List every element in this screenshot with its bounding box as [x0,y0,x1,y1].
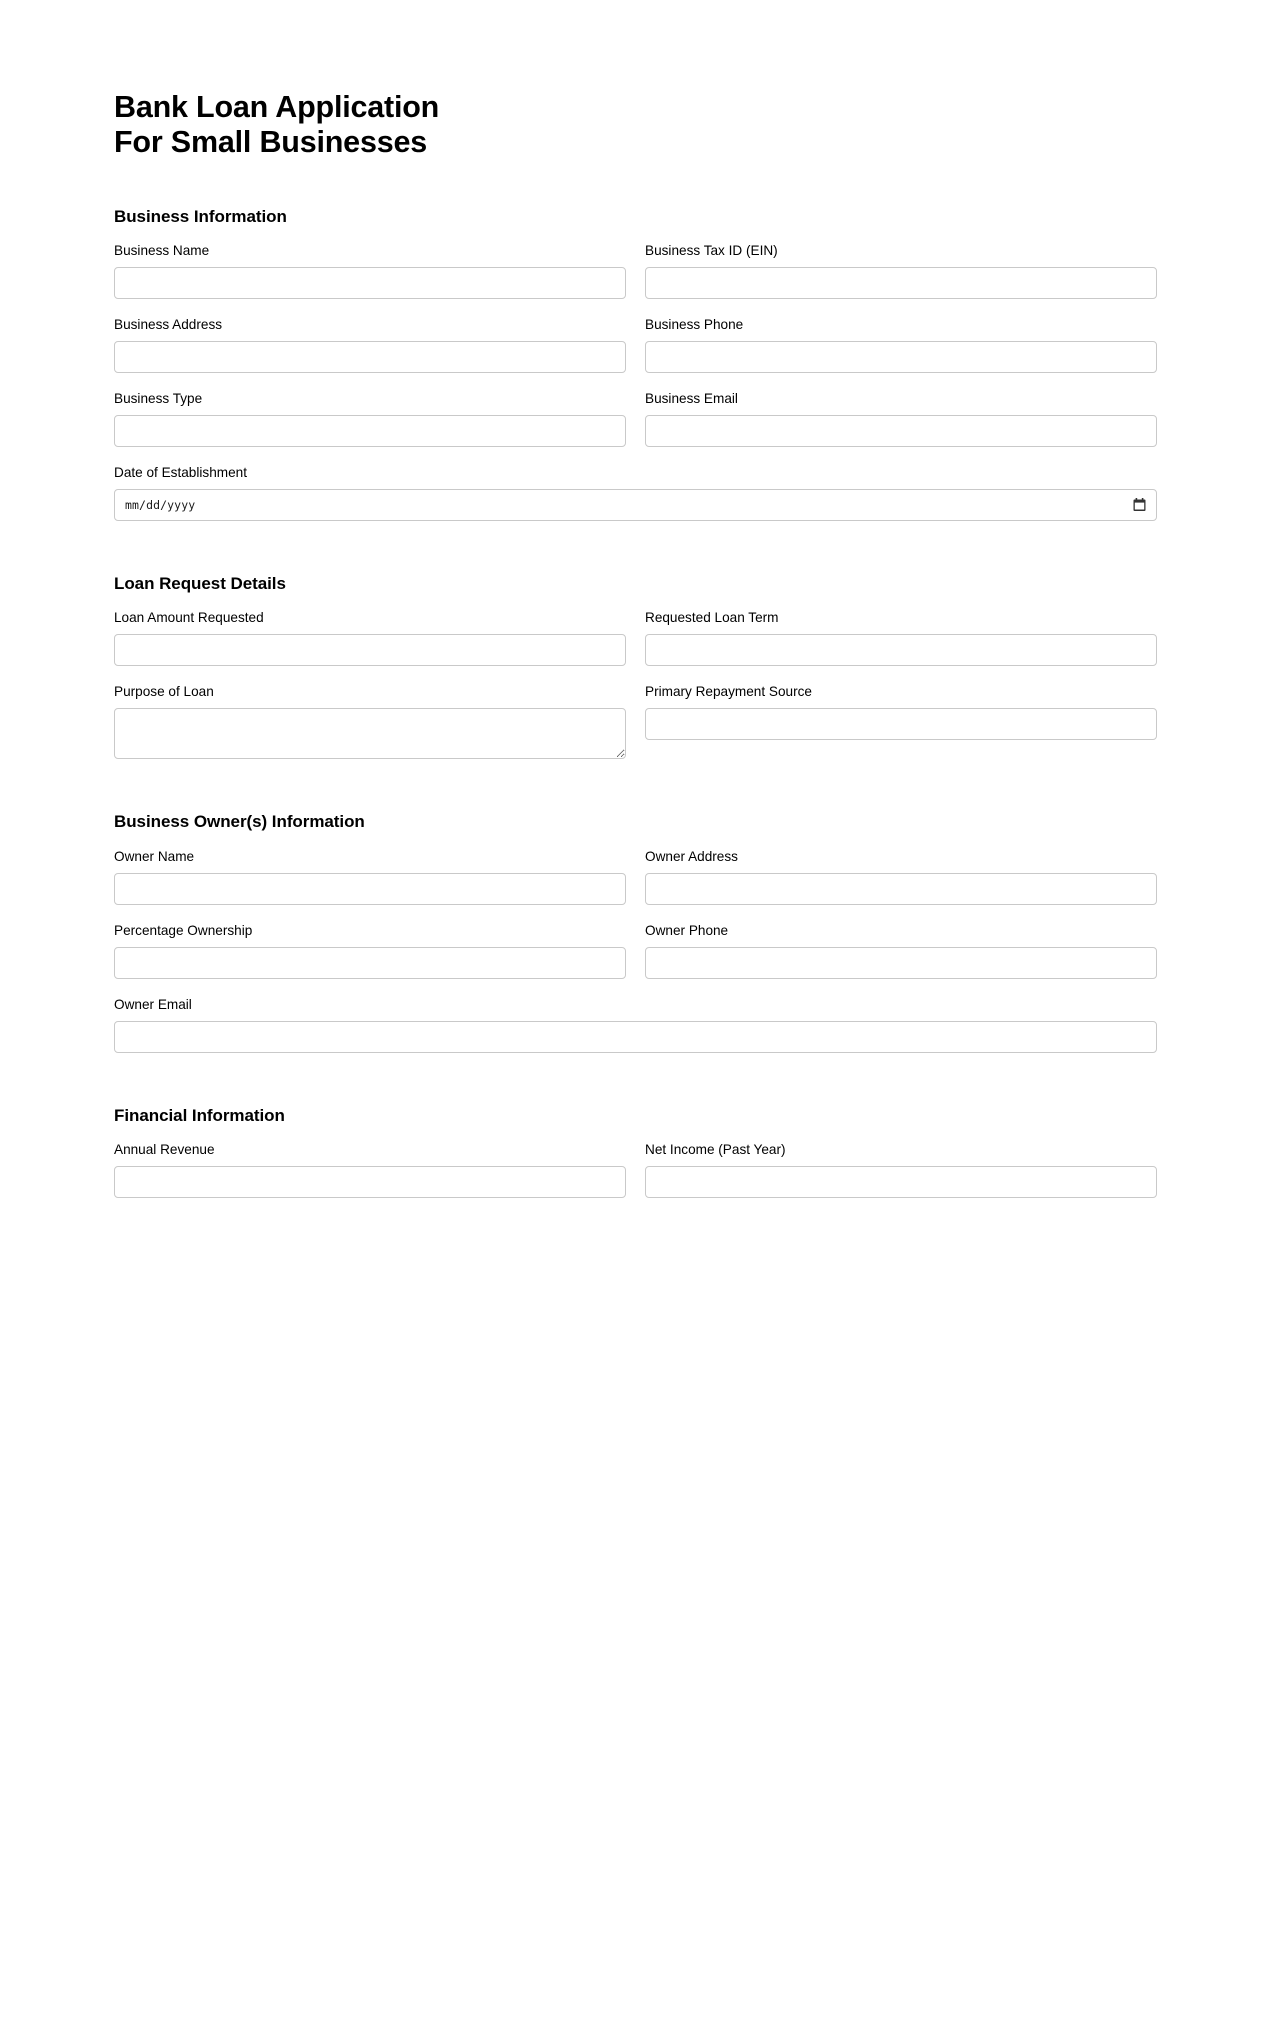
business-type-input[interactable] [114,415,626,447]
business-information-grid [114,243,1157,539]
page-title-line-2: For Small Businesses [114,125,427,160]
owner-address-input[interactable] [645,873,1157,905]
section-heading-business-owners-information: Business Owner(s) Information [114,812,365,832]
requested-loan-term-input[interactable] [645,634,1157,666]
field-requested-loan-term [645,610,1157,666]
field-business-type [114,391,626,447]
field-business-email [645,391,1157,447]
annual-revenue-input[interactable] [114,1166,626,1198]
net-income-past-year-input[interactable] [645,1166,1157,1198]
section-heading-business-information: Business Information [114,206,287,226]
date-of-establishment-input[interactable] [114,489,1157,521]
label-percentage-ownership: Percentage Ownership [114,922,253,938]
field-business-tax-id [645,243,1157,299]
purpose-of-loan-textarea[interactable] [114,708,626,759]
owner-email-input[interactable] [114,1021,1157,1053]
calendar-icon[interactable] [1131,497,1148,514]
field-owner-name [114,849,626,905]
percentage-ownership-input[interactable] [114,947,626,979]
field-business-name [114,243,626,299]
business-email-input[interactable] [645,415,1157,447]
field-owner-email [114,997,1157,1053]
page-title [114,90,1157,161]
business-tax-id-input[interactable] [645,267,1157,299]
section-heading-financial-information: Financial Information [114,1105,285,1125]
label-primary-repayment-source: Primary Repayment Source [645,684,812,700]
date-placeholder-text: mm/dd/yyyy [125,498,196,513]
label-business-phone: Business Phone [645,317,744,333]
label-business-email: Business Email [645,391,738,407]
label-owner-email: Owner Email [114,996,192,1012]
business-address-input[interactable] [114,341,626,373]
field-business-address [114,317,626,373]
owner-name-input[interactable] [114,873,626,905]
business-name-input[interactable] [114,267,626,299]
loan-request-details-grid [114,610,1157,777]
field-date-of-establishment [114,465,1157,521]
field-owner-address [645,849,1157,905]
section-business-information [114,207,1157,539]
label-business-tax-id: Business Tax ID (EIN) [645,243,778,259]
section-loan-request-details [114,574,1157,777]
field-loan-amount-requested [114,610,626,666]
field-primary-repayment-source [645,684,1157,759]
label-date-of-establishment: Date of Establishment [114,465,247,481]
financial-information-grid [114,1142,1157,1216]
field-net-income-past-year [645,1142,1157,1198]
primary-repayment-source-input[interactable] [645,708,1157,740]
business-phone-input[interactable] [645,341,1157,373]
business-owners-information-grid [114,849,1157,1071]
label-annual-revenue: Annual Revenue [114,1142,215,1158]
field-business-phone [645,317,1157,373]
label-requested-loan-term: Requested Loan Term [645,610,779,626]
label-owner-address: Owner Address [645,848,738,864]
field-owner-phone [645,923,1157,979]
field-percentage-ownership [114,923,626,979]
loan-application-form [114,90,1157,1216]
label-net-income-past-year: Net Income (Past Year) [645,1142,786,1158]
owner-phone-input[interactable] [645,947,1157,979]
section-heading-loan-request-details: Loan Request Details [114,574,286,594]
page-title-line-1: Bank Loan Application [114,90,440,124]
label-business-type: Business Type [114,391,203,407]
section-business-owners-information [114,812,1157,1070]
label-business-name: Business Name [114,243,210,259]
label-loan-amount-requested: Loan Amount Requested [114,610,264,626]
label-owner-name: Owner Name [114,848,195,864]
label-owner-phone: Owner Phone [645,922,729,938]
section-financial-information [114,1106,1157,1216]
field-annual-revenue [114,1142,626,1198]
loan-amount-requested-input[interactable] [114,634,626,666]
field-purpose-of-loan [114,684,626,759]
label-business-address: Business Address [114,317,223,333]
label-purpose-of-loan: Purpose of Loan [114,684,214,700]
